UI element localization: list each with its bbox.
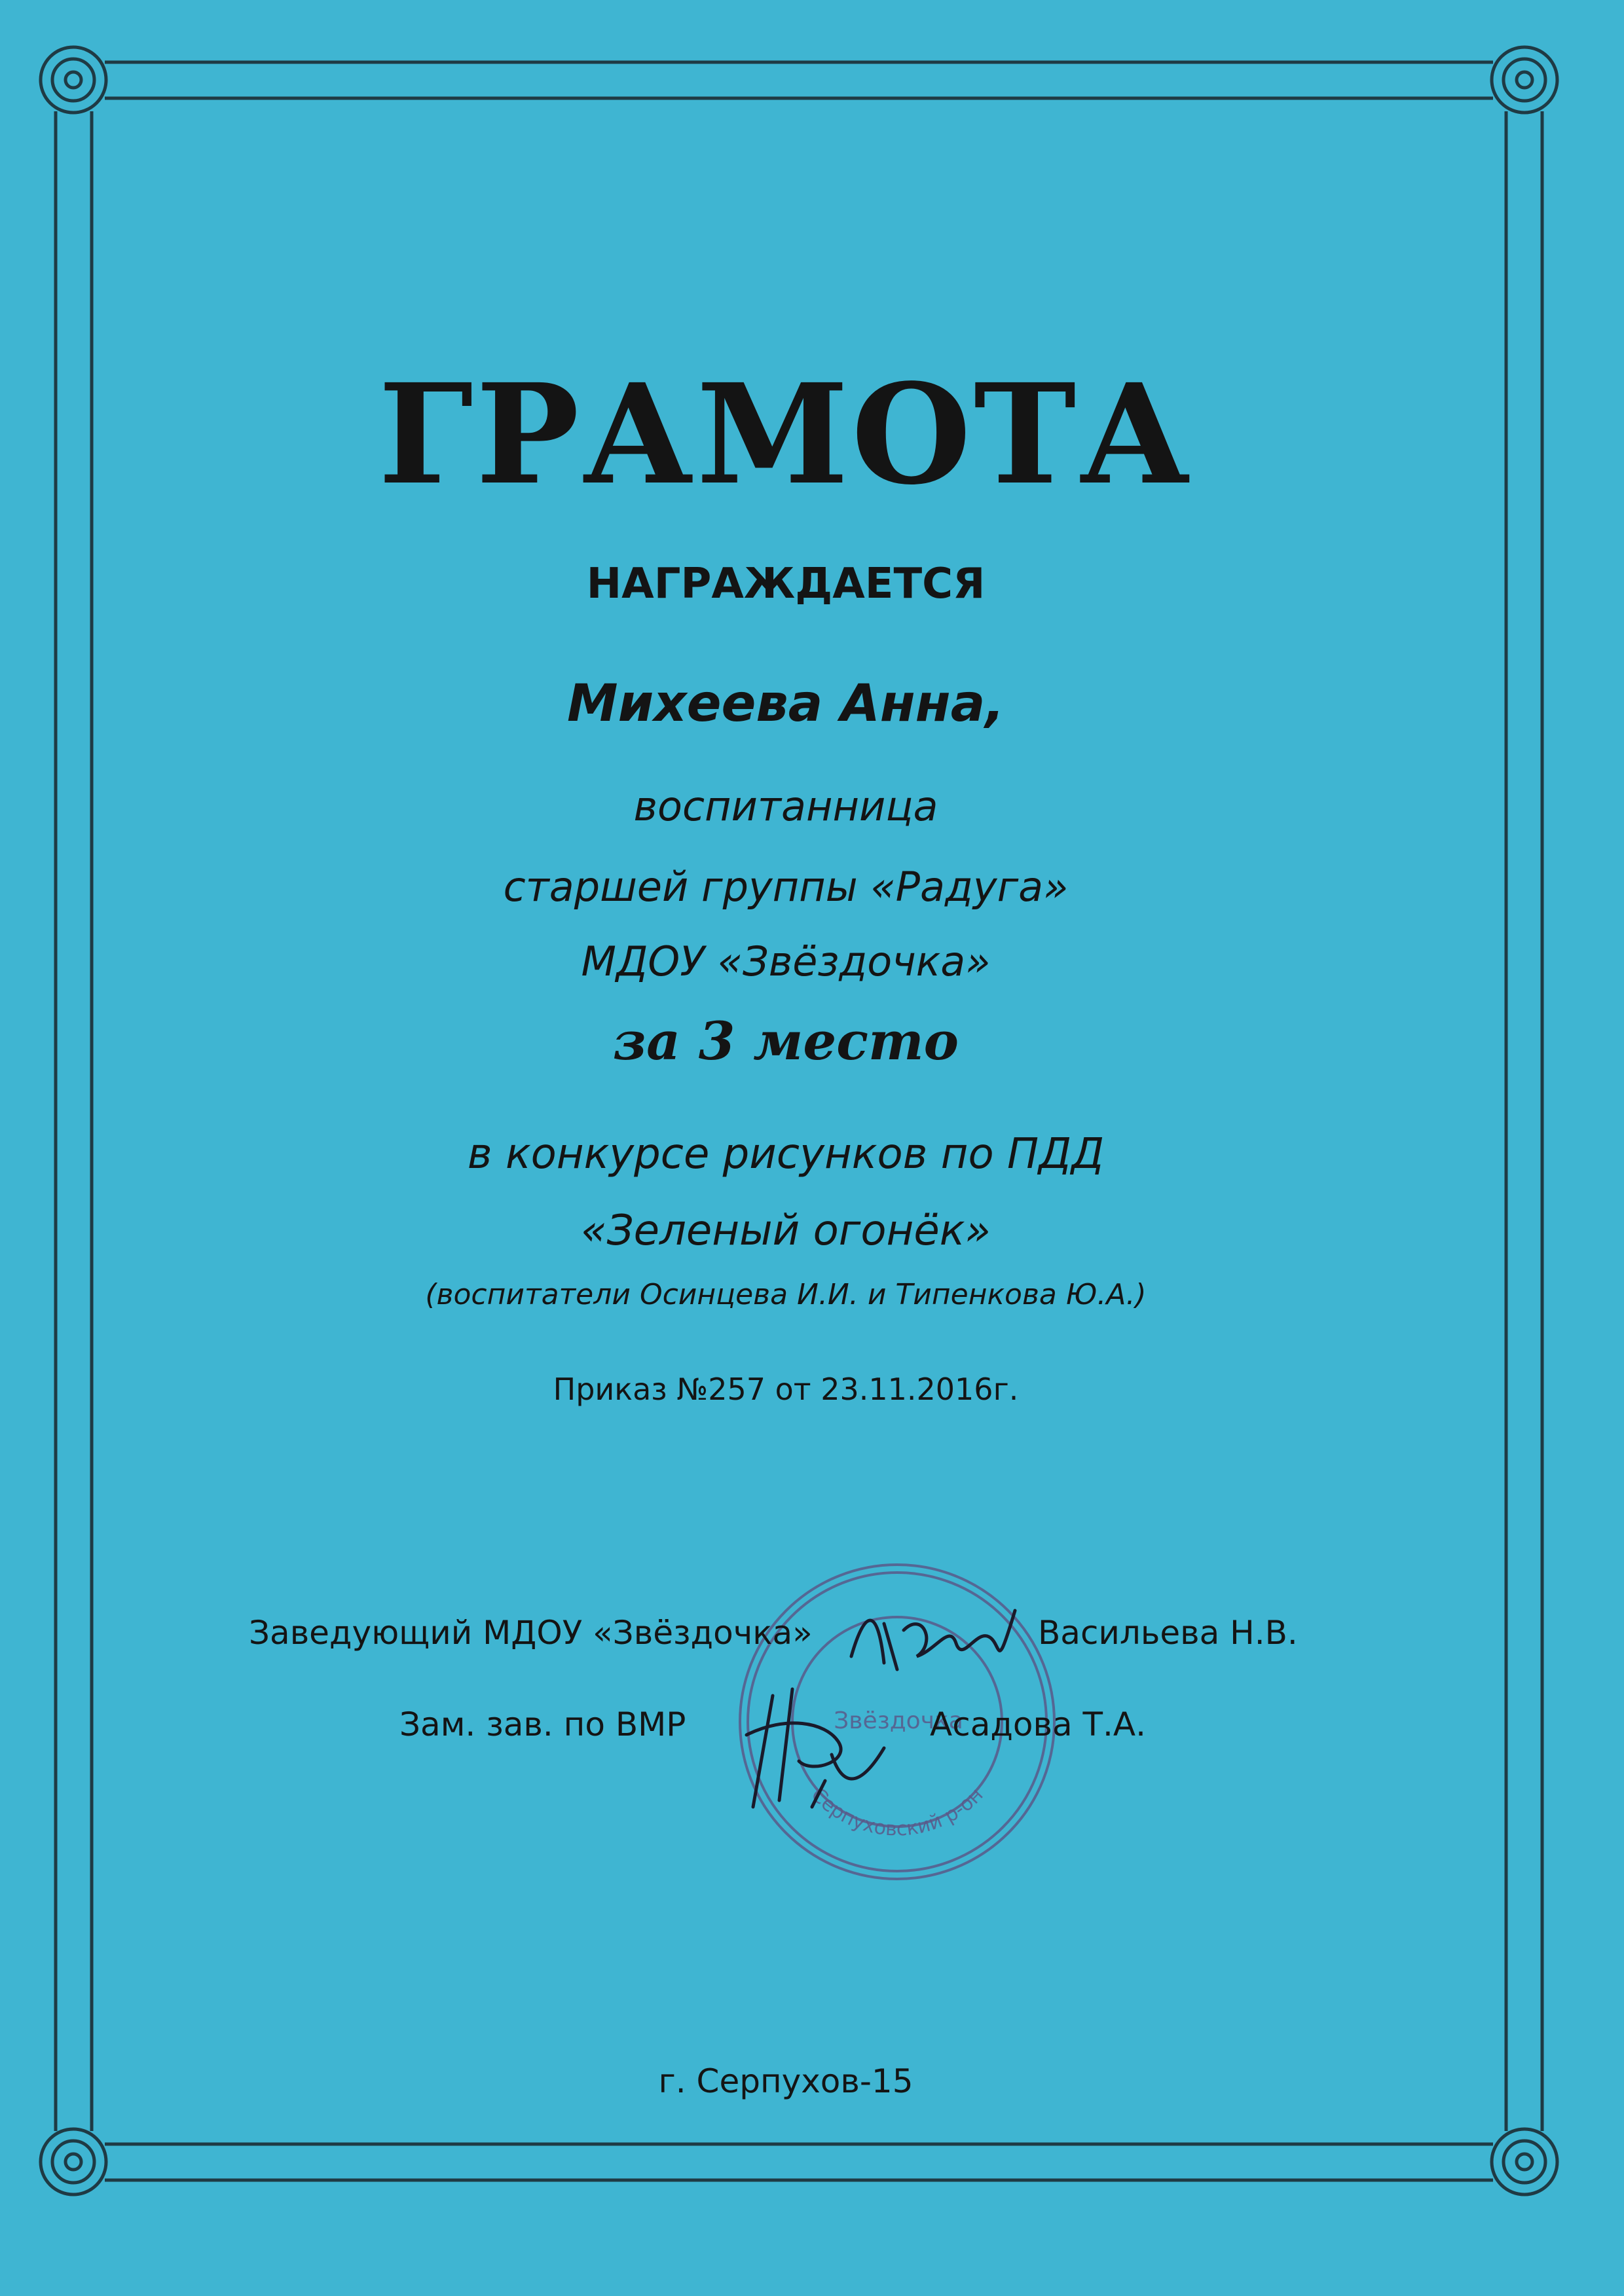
corner-rosette-icon bbox=[41, 2129, 106, 2195]
recipient-role: воспитанница bbox=[633, 782, 938, 830]
stamp-center-text: Звёздочка bbox=[834, 1707, 963, 1734]
recipient-group: старшей группы «Радуга» bbox=[503, 863, 1069, 911]
deputy-title: Зам. зав. по ВМР bbox=[399, 1705, 686, 1743]
order-reference: Приказ №257 от 23.11.2016г. bbox=[553, 1372, 1019, 1407]
contest-name: «Зеленый огонёк» bbox=[581, 1207, 991, 1255]
head-title: Заведующий МДОУ «Звёздочка» bbox=[249, 1614, 813, 1652]
head-name: Васильева Н.В. bbox=[1038, 1614, 1298, 1652]
signature-icon bbox=[733, 1676, 897, 1820]
corner-rosette-icon bbox=[41, 47, 106, 113]
deputy-name: Асадова Т.А. bbox=[930, 1705, 1147, 1743]
award-place: за 3 место bbox=[613, 1010, 959, 1072]
contest-description: в конкурсе рисунков по ПДД bbox=[467, 1130, 1105, 1178]
awarded-heading: НАГРАЖДАЕТСЯ bbox=[586, 560, 986, 608]
recipient-name: Михеева Анна, bbox=[567, 674, 1005, 733]
corner-rosette-icon bbox=[1492, 2129, 1557, 2195]
city-footer: г. Серпухов-15 bbox=[658, 2062, 913, 2100]
certificate-title: ГРАМОТА bbox=[378, 354, 1194, 515]
corner-rosette-icon bbox=[1492, 47, 1557, 113]
school-name: МДОУ «Звёздочка» bbox=[581, 938, 991, 985]
stamp-bottom-text: Серпуховский р-он bbox=[806, 1783, 988, 1841]
teachers-note: (воспитатели Осинцева И.И. и Типенкова Ю.А.) bbox=[425, 1278, 1147, 1311]
